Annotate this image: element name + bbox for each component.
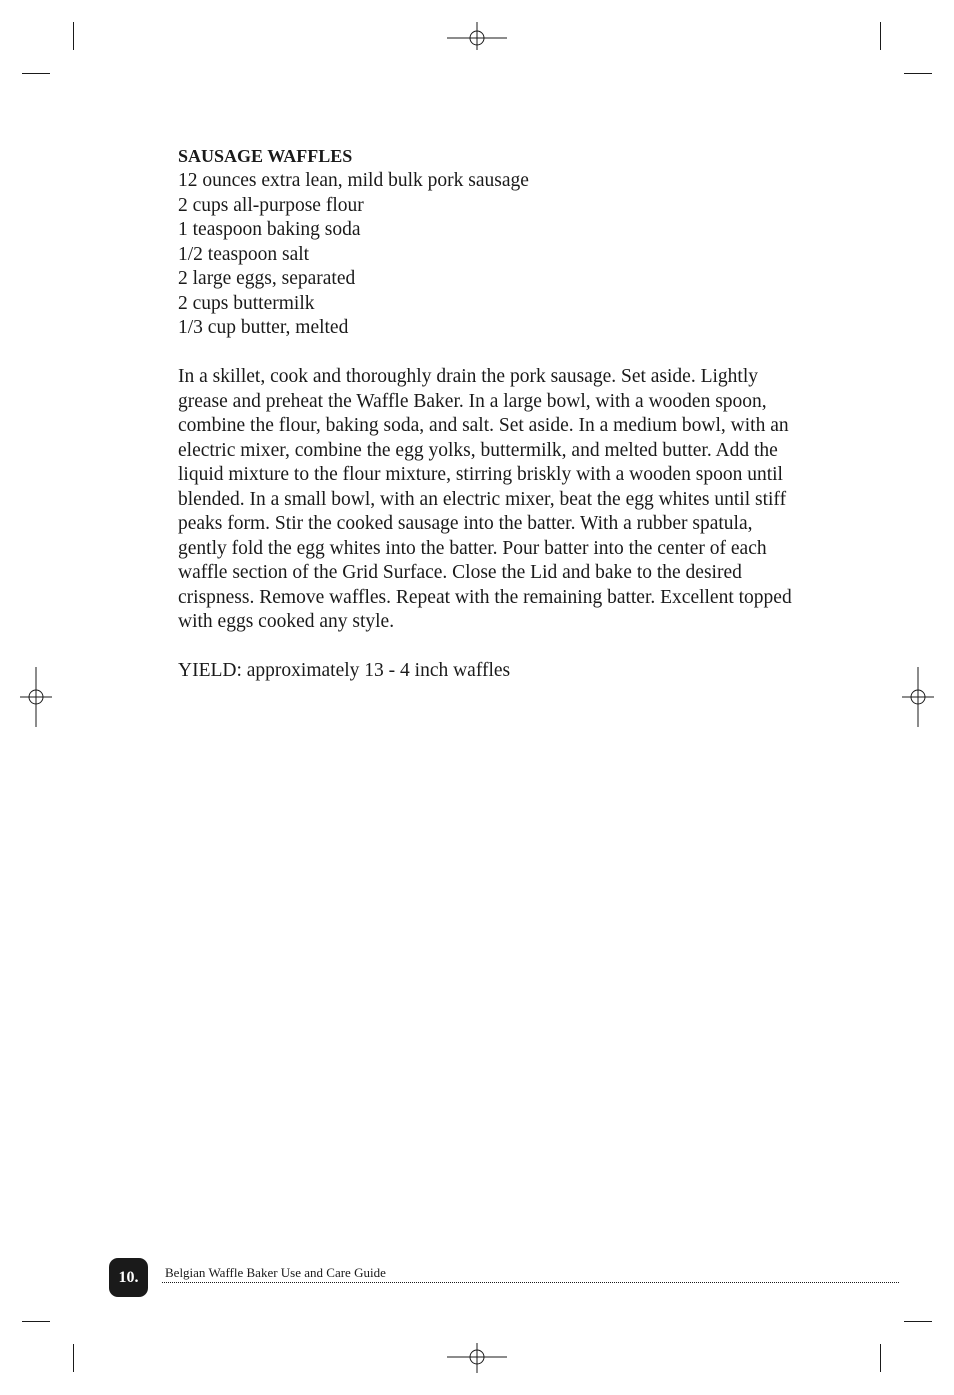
ingredient-item: 1/3 cup butter, melted — [178, 317, 349, 338]
registration-mark-right-icon — [888, 667, 948, 727]
crop-mark-top-left-horizontal — [22, 73, 50, 74]
ingredient-item: 2 cups all-purpose flour — [178, 194, 364, 216]
ingredient-item: 2 cups buttermilk — [178, 292, 315, 314]
ingredient-item: 1/2 teaspoon salt — [178, 243, 310, 265]
recipe-method: In a skillet, cook and thoroughly drain the pork sausage. Set aside. Lightly grease and preheat the Waffle Baker. In a large bowl, with a wooden spoon, combine the flour, baking soda, and salt. Set aside. In a medium bowl, with an electric mixer, combine the egg yolks, buttermilk, and melted butter. Add the liquid mixture to the flour mixture, stirring briskly with a wooden spoon until blended. In a small bowl, with an electric mixer, beat the egg whites until stiff peaks form. Stir the cooked sausage into the batter. With a rubber spatula, gently fold the egg whites into the batter. Pour batter into the center of each waffle section of the Grid Surface. Close the Lid and bake to the desired crispness. Remove waffles. Repeat with the remaining batter. Excellent topped with eggs cooked any style. — [178, 366, 792, 632]
ingredient-item: 12 ounces extra lean, mild bulk pork sausage — [178, 170, 529, 191]
ingredient-list — [178, 169, 818, 341]
recipe-title: SAUSAGE WAFFLES — [178, 146, 353, 166]
footer-guide-title: Belgian Waffle Baker Use and Care Guide — [165, 1265, 386, 1280]
crop-mark-top-left-vertical — [73, 22, 74, 50]
crop-mark-bottom-left-horizontal — [22, 1321, 50, 1322]
ingredient-item: 1 teaspoon baking soda — [178, 219, 361, 240]
ingredient-item: 2 large eggs, separated — [178, 268, 356, 289]
recipe-yield: YIELD: approximately 13 - 4 inch waffles — [178, 660, 511, 681]
crop-mark-top-right-horizontal — [904, 73, 932, 74]
registration-mark-bottom-icon — [447, 1327, 507, 1387]
crop-mark-bottom-right-horizontal — [904, 1321, 932, 1322]
crop-mark-bottom-right-vertical — [880, 1344, 881, 1372]
crop-mark-bottom-left-vertical — [73, 1344, 74, 1372]
crop-mark-top-right-vertical — [880, 22, 881, 50]
footer-dotted-rule — [162, 1282, 899, 1283]
recipe — [178, 143, 818, 684]
registration-mark-top-icon — [447, 8, 507, 68]
registration-mark-left-icon — [6, 667, 66, 727]
page-number-badge: 10. — [109, 1258, 148, 1297]
